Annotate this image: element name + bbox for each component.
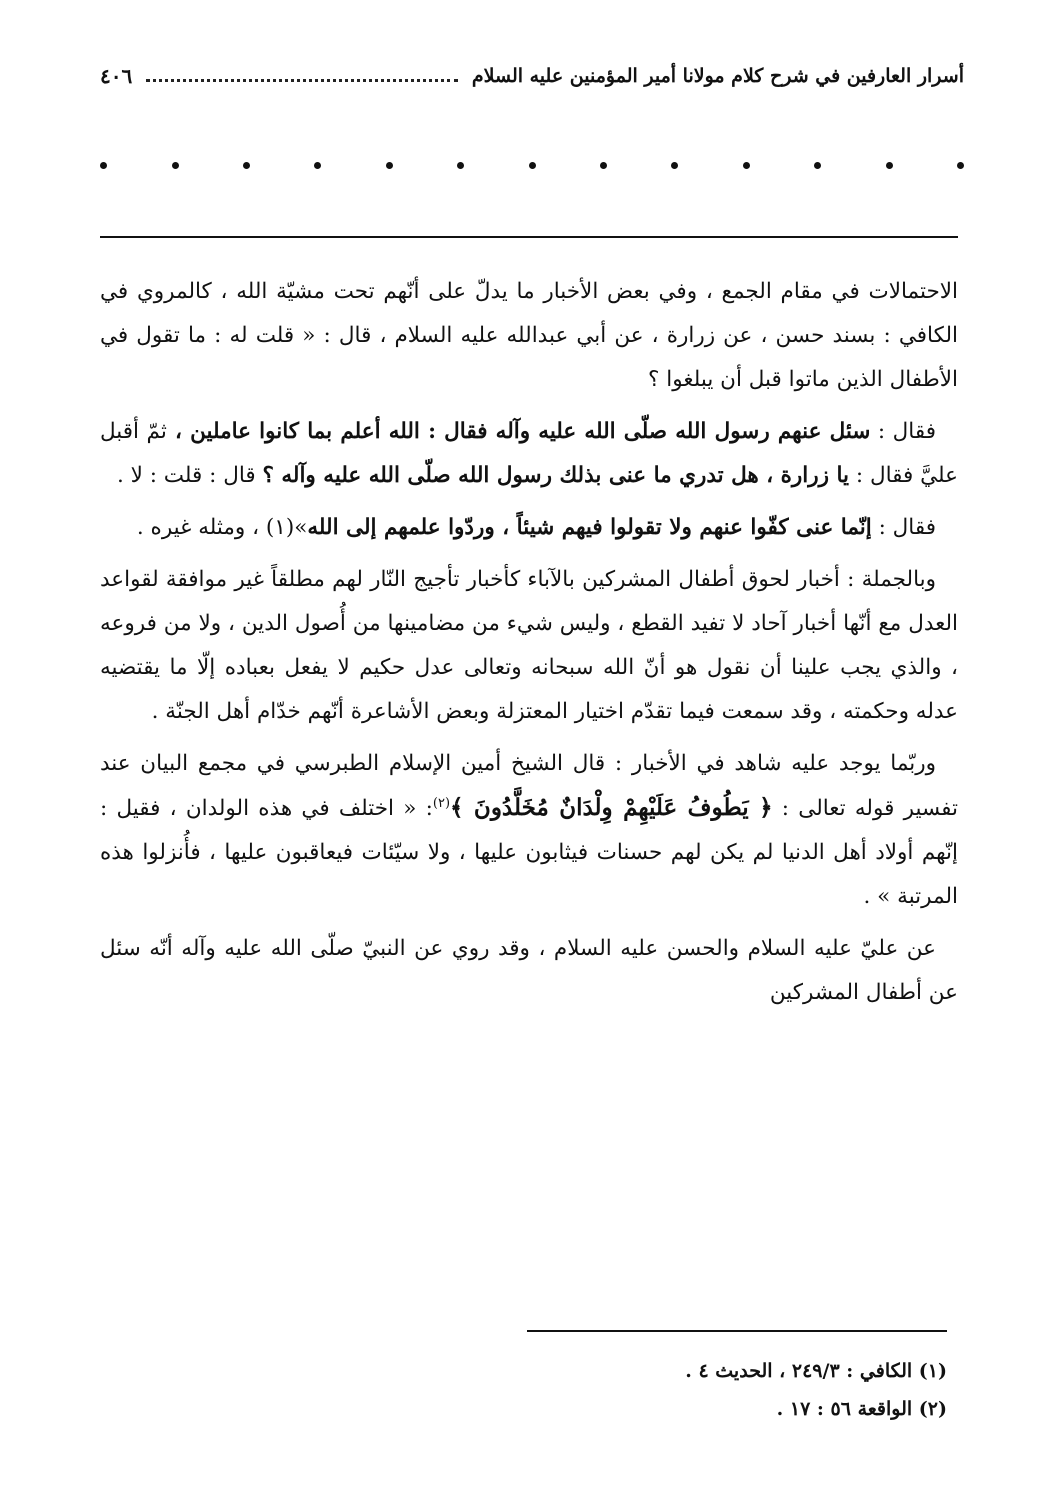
ellipsis-dot [100,162,107,169]
paragraph-5: وربّما يوجد عليه شاهد في الأخبار : قال الشيخ أمين الإسلام الطبرسي في مجمع البيان عند تفسير قوله تعالى : ﴿ يَطُوفُ عَلَيْهِمْ وِلْدَانٌ مُخَلَّدُونَ ﴾$^{(٢)}$: « اختلف في هذه الولدان ، فقيل : إنّهم أولاد أهل الدنيا لم يكن لهم حسنات فيثابون عليها ، ولا سيّئات فيعاقبون عليها ، فأُنزلوا هذه المرتبة » . [100,751,959,909]
section-rule [100,236,958,238]
ellipsis-dot [957,162,964,169]
paragraph-4: وبالجملة : أخبار لحوق أطفال المشركين بالآباء كأخبار تأجيج النّار لهم مطلقاً غير موافقة لقواعد العدل مع أنّها أخبار آحاد لا تفيد القطع ، وليس شيء من مضامينها من أُصول الدين ، ولا من فروعه ، والذي يجب علينا أن نقول هو أنّ الله سبحانه وتعالى عدل حكيم لا يفعل بعباده إلّا ما يقتضيه عدله وحكمته ، وقد سمعت فيما تقدّم اختيار المعتزلة وبعض الأشاعرة أنّهم خدّام أهل الجنّة . [100,567,958,724]
footnote-rule [527,1330,947,1332]
ellipsis-dot [243,162,250,169]
footnote-2: (٢) الواقعة ٥٦ : ١٧ . [776,1398,947,1420]
ellipsis-dot [814,162,821,169]
paragraph-6: عن عليّ عليه السلام والحسن عليه السلام ، وقد روي عن النبيّ صلّى الله عليه وآله أنّه سئل عن أطفال المشركين [100,936,958,1005]
ellipsis-dots [100,150,964,180]
ellipsis-dot [529,162,536,169]
body-text [100,270,958,1023]
running-title: أسرار العارفين في شرح كلام مولانا أمير المؤمنين عليه السلام [471,65,964,87]
ellipsis-dot [600,162,607,169]
paragraph-1: الاحتمالات في مقام الجمع ، وفي بعض الأخبار ما يدلّ على أنّهم تحت مشيّة الله ، كالمروي في الكافي : بسند حسن ، عن زرارة ، عن أبي عبدالله عليه السلام ، قال : « قلت له : ما تقول في الأطفال الذين ماتوا قبل أن يبلغوا ؟ [100,279,958,392]
footnote-1: (١) الكافي : ٢٤٩/٣ ، الحديث ٤ . [685,1360,947,1382]
paragraph-3: فقال : إنّما عنى كفّوا عنهم ولا تقولوا فيهم شيئاً ، وردّوا علمهم إلى الله»(١) ، ومثله غيره . [136,515,936,540]
running-header [100,58,964,94]
paragraph-2: فقال : سئل عنهم رسول الله صلّى الله عليه وآله فقال : الله أعلم بما كانوا عاملين ، ثمّ أقبل عليَّ فقال : يا زرارة ، هل تدري ما عنى بذلك رسول الله صلّى الله عليه وآله ؟ قال : قلت : لا . [100,419,958,488]
dot-leader [146,79,458,82]
ellipsis-dot [886,162,893,169]
ellipsis-dot [743,162,750,169]
ellipsis-dot [671,162,678,169]
footnote-marker-1: »(١) [265,515,308,540]
footnote-marker-2: (٢) [432,795,451,811]
quran-verse: ﴿ يَطُوفُ عَلَيْهِمْ وِلْدَانٌ مُخَلَّدُونَ ﴾ [450,794,773,821]
ellipsis-dot [386,162,393,169]
ellipsis-dot [314,162,321,169]
footnotes [247,1352,947,1428]
ellipsis-dot [172,162,179,169]
page-number: ٤٠٦ [100,64,133,88]
ellipsis-dot [457,162,464,169]
